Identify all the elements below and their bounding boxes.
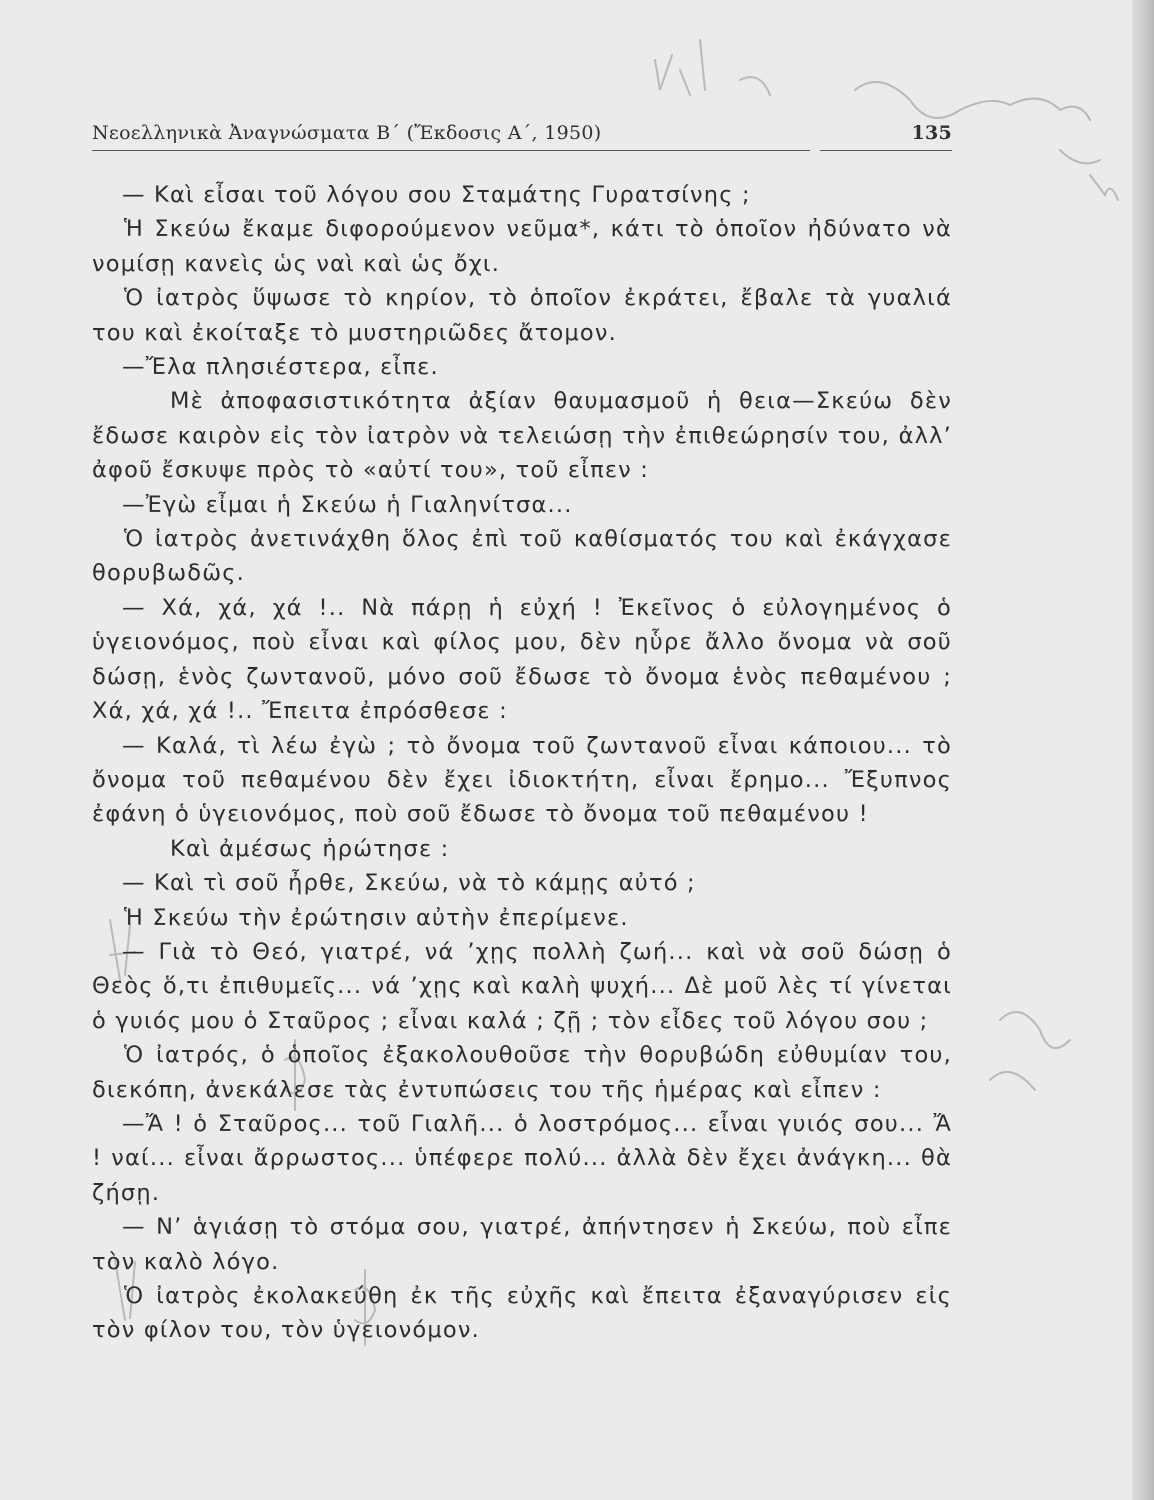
paragraph: — Χά, χά, χά !.. Νὰ πάρῃ ἡ εὐχή ! Ἐκεῖνος ὁ εὐλογημένος ὁ ὑγειονόμος, ποὺ εἶναι καὶ φίλος μου, δὲν ηὗρε ἄλλο ὄνομα νὰ σοῦ δώσῃ, ἑνὸς ζωντανοῦ, μόνο σοῦ ἔδωσε τὸ ὄνομα ἑνὸς πεθαμένου ; Χά, χά, χά !.. Ἔπειτα ἐπρόσθεσε : — [92, 594, 952, 725]
paragraph: Ὁ ἰατρὸς ἀνετινάχθη ὅλος ἐπὶ τοῦ καθίσματός του καὶ ἐκάγχασε θορυβωδῶς. — [92, 526, 952, 587]
paragraph: —Ἐγὼ εἶμαι ἡ Σκεύω ἡ Γιαληνίτσα... — [122, 491, 573, 518]
paragraph: — Ν’ ἁγιάσῃ τὸ στόμα σου, γιατρέ, ἀπήντησεν ἡ Σκεύω, ποὺ εἶπε τὸν καλὸ λόγο. — [92, 1214, 952, 1275]
paragraph: — Γιὰ τὸ Θεό, γιατρέ, νά ’χῃς πολλὴ ζωή... καὶ νὰ σοῦ δώσῃ ὁ Θεὸς ὅ,τι ἐπιθυμεῖς... νά ’χῃς καὶ καλὴ ψυχή... Δὲ μοῦ λὲς τί γίνεται ὁ γυιός μου ὁ Σταῦρος ; εἶναι καλά ; ζῇ ; τὸν εἶδες τοῦ λόγου σου ; — [92, 938, 952, 1034]
paragraph: Ὁ ἰατρός, ὁ ὁποῖος ἐξακολουθοῦσε τὴν θορυβώδη εὐθυμίαν του, διεκόπη, ἀνεκάλεσε τὰς ἐντυπώσεις του τῆς ἡμέρας καὶ εἶπεν : — [92, 1042, 952, 1103]
paragraph: —Ἄ ! ὁ Σταῦρος... τοῦ Γιαλῆ... ὁ λοστρόμος... εἶναι γυιός σου... Ἄ ! ναί... εἶναι ἄρρωστος... ὑπέφερε πολύ... ἀλλὰ δὲν ἔχει ἀνάγκη... θὰ ζήσῃ. — [92, 1110, 952, 1206]
paragraph: — Καὶ εἶσαι τοῦ λόγου σου Σταμάτης Γυρατσίνης ; — [122, 182, 751, 208]
running-header — [92, 120, 952, 150]
page-edge-shadow — [1132, 0, 1154, 1500]
paragraph: —Ἔλα πλησιέστερα, εἶπε. — [122, 354, 439, 381]
paragraph: — Καλά, τὶ λέω ἐγὼ ; τὸ ὄνομα τοῦ ζωντανοῦ εἶναι κάποιου... τὸ ὄνομα τοῦ πεθαμένου δὲν ἔχει ἰδιοκτήτη, εἶναι ἔρημο... Ἔξυπνος ἐφάνη ὁ ὑγειονόμος, ποὺ σοῦ ἔδωσε τὸ ὄνομα τοῦ πεθαμένου ! — [92, 732, 952, 828]
header-rule-right — [820, 150, 952, 151]
header-title: Νεοελληνικὰ Ἀναγνώσματα Β΄ (Ἔκδοσις Α΄, 1950) — [92, 122, 602, 144]
paragraph: Ἡ Σκεύω τὴν ἐρώτησιν αὐτὴν ἐπερίμενε. — [124, 904, 629, 931]
paragraph: Καὶ ἀμέσως ἠρώτησε : — [170, 835, 450, 862]
body-text — [92, 178, 952, 1348]
header-rule — [92, 150, 810, 151]
paragraph: Ὁ ἰατρὸς ἐκολακεύθη ἐκ τῆς εὐχῆς καὶ ἔπειτα ἐξαναγύρισεν εἰς τὸν φίλον του, τὸν ὑγειονόμον. — [92, 1283, 952, 1344]
paragraph: Μὲ ἀποφασιστικότητα ἀξίαν θαυμασμοῦ ἡ θεια—Σκεύω δὲν ἔδωσε καιρὸν εἰς τὸν ἰατρὸν νὰ τελειώσῃ τὴν ἐπιθεώρησίν του, ἀλλ’ ἀφοῦ ἔσκυψε πρὸς τὸ «αὐτί του», τοῦ εἶπεν : — [92, 388, 952, 484]
page-number: 135 — [911, 122, 952, 144]
paragraph: Ὁ ἰατρὸς ὕψωσε τὸ κηρίον, τὸ ὁποῖον ἐκράτει, ἔβαλε τὰ γυαλιά του καὶ ἐκοίταξε τὸ μυστηριῶδες ἄτομον. — [92, 285, 952, 346]
paragraph: Ἡ Σκεύω ἔκαμε διφορούμενον νεῦμα*, κάτι τὸ ὁποῖον ἠδύνατο νὰ νομίσῃ κανεὶς ὡς ναὶ καὶ ὡς ὄχι. — [92, 216, 952, 277]
paragraph: — Καὶ τὶ σοῦ ἦρθε, Σκεύω, νὰ τὸ κάμῃς αὐτό ; — [122, 870, 696, 897]
